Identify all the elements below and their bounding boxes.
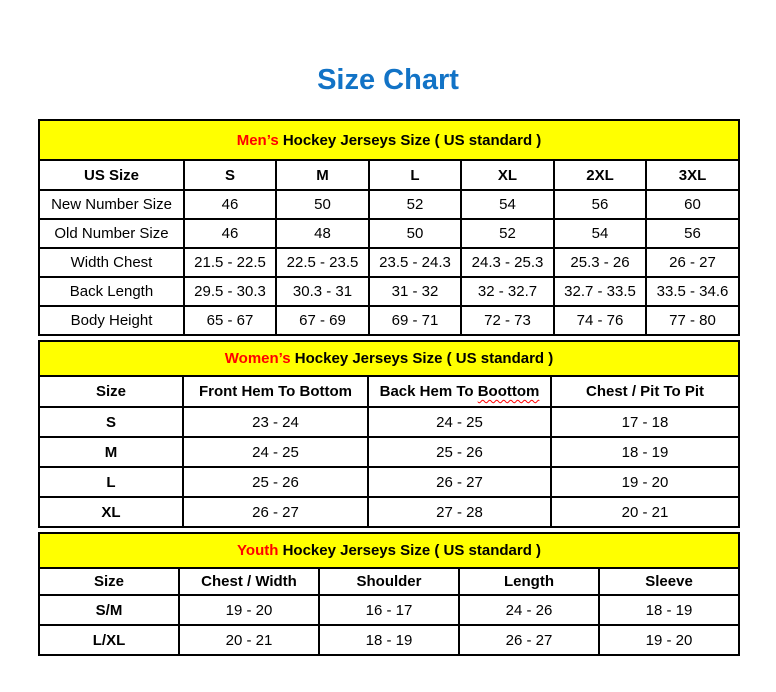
table-cell: 74 - 76 bbox=[554, 306, 646, 335]
mens-table-title-band bbox=[39, 120, 739, 160]
table-row bbox=[39, 625, 739, 655]
mens-size-table bbox=[38, 119, 740, 336]
table-row bbox=[39, 277, 739, 306]
table-cell: 32.7 - 33.5 bbox=[554, 277, 646, 306]
youth-col-shoulder: Shoulder bbox=[319, 568, 459, 595]
mens-col-s: S bbox=[184, 160, 276, 190]
table-cell: 21.5 - 22.5 bbox=[184, 248, 276, 277]
youth-header-row bbox=[39, 568, 739, 595]
mens-col-2xl: 2XL bbox=[554, 160, 646, 190]
table-cell: 60 bbox=[646, 190, 739, 219]
mens-row-label-width-chest: Width Chest bbox=[39, 248, 184, 277]
mens-row-label-back-length: Back Length bbox=[39, 277, 184, 306]
table-cell: 26 - 27 bbox=[646, 248, 739, 277]
womens-col-back-hem bbox=[368, 376, 551, 407]
table-cell: 23 - 24 bbox=[183, 407, 368, 437]
table-cell: 19 - 20 bbox=[179, 595, 319, 625]
womens-row-label-s: S bbox=[39, 407, 183, 437]
womens-highlight-label: Women’s bbox=[224, 350, 291, 367]
table-cell: 22.5 - 23.5 bbox=[276, 248, 369, 277]
table-cell: 16 - 17 bbox=[319, 595, 459, 625]
table-cell: 19 - 20 bbox=[599, 625, 739, 655]
table-cell: 67 - 69 bbox=[276, 306, 369, 335]
mens-col-l: L bbox=[369, 160, 461, 190]
back-hem-label-prefix: Back Hem To bbox=[379, 383, 478, 400]
table-cell: 25 - 26 bbox=[368, 437, 551, 467]
table-cell: 46 bbox=[184, 190, 276, 219]
table-cell: 26 - 27 bbox=[368, 467, 551, 497]
womens-col-size: Size bbox=[39, 376, 183, 407]
page-title: Size Chart bbox=[317, 64, 459, 96]
youth-row-label-sm: S/M bbox=[39, 595, 179, 625]
womens-size-table bbox=[38, 340, 740, 528]
table-cell: 24 - 25 bbox=[368, 407, 551, 437]
womens-title-rest: Hockey Jerseys Size ( US standard ) bbox=[290, 350, 554, 367]
youth-title-rest: Hockey Jerseys Size ( US standard ) bbox=[278, 542, 542, 559]
table-cell: 26 - 27 bbox=[183, 497, 368, 527]
table-cell: 72 - 73 bbox=[461, 306, 554, 335]
mens-col-3xl: 3XL bbox=[646, 160, 739, 190]
table-cell: 17 - 18 bbox=[551, 407, 739, 437]
mens-title-rest: Hockey Jerseys Size ( US standard ) bbox=[278, 131, 542, 149]
table-cell: 46 bbox=[184, 219, 276, 248]
table-cell: 33.5 - 34.6 bbox=[646, 277, 739, 306]
table-cell: 24.3 - 25.3 bbox=[461, 248, 554, 277]
youth-highlight-label: Youth bbox=[237, 542, 279, 559]
table-cell: 50 bbox=[369, 219, 461, 248]
mens-row-label-body-height: Body Height bbox=[39, 306, 184, 335]
youth-size-table bbox=[38, 532, 740, 656]
table-cell: 20 - 21 bbox=[551, 497, 739, 527]
table-cell: 54 bbox=[461, 190, 554, 219]
table-cell: 32 - 32.7 bbox=[461, 277, 554, 306]
table-cell: 18 - 19 bbox=[551, 437, 739, 467]
womens-row-label-m: M bbox=[39, 437, 183, 467]
mens-row-label-new-number: New Number Size bbox=[39, 190, 184, 219]
womens-row-label-l: L bbox=[39, 467, 183, 497]
table-cell: 69 - 71 bbox=[369, 306, 461, 335]
table-cell: 29.5 - 30.3 bbox=[184, 277, 276, 306]
table-cell: 27 - 28 bbox=[368, 497, 551, 527]
table-row bbox=[39, 407, 739, 437]
womens-col-front-hem: Front Hem To Bottom bbox=[183, 376, 368, 407]
table-row bbox=[39, 190, 739, 219]
mens-col-m: M bbox=[276, 160, 369, 190]
table-cell: 54 bbox=[554, 219, 646, 248]
table-row bbox=[39, 306, 739, 335]
table-row bbox=[39, 248, 739, 277]
table-cell: 24 - 25 bbox=[183, 437, 368, 467]
table-cell: 50 bbox=[276, 190, 369, 219]
mens-col-xl: XL bbox=[461, 160, 554, 190]
table-cell: 31 - 32 bbox=[369, 277, 461, 306]
table-cell: 18 - 19 bbox=[319, 625, 459, 655]
youth-table-title-band bbox=[39, 533, 739, 568]
table-cell: 26 - 27 bbox=[459, 625, 599, 655]
table-row bbox=[39, 219, 739, 248]
youth-col-size: Size bbox=[39, 568, 179, 595]
table-row bbox=[39, 497, 739, 527]
mens-col-us-size: US Size bbox=[39, 160, 184, 190]
womens-row-label-xl: XL bbox=[39, 497, 183, 527]
table-cell: 25.3 - 26 bbox=[554, 248, 646, 277]
youth-col-length: Length bbox=[459, 568, 599, 595]
womens-col-chest: Chest / Pit To Pit bbox=[551, 376, 739, 407]
table-row bbox=[39, 595, 739, 625]
table-row bbox=[39, 467, 739, 497]
table-cell: 52 bbox=[369, 190, 461, 219]
tables-container bbox=[38, 119, 738, 656]
table-cell: 77 - 80 bbox=[646, 306, 739, 335]
table-row bbox=[39, 437, 739, 467]
youth-row-label-lxl: L/XL bbox=[39, 625, 179, 655]
womens-table-title-band bbox=[39, 341, 739, 376]
mens-highlight-label: Men’s bbox=[236, 131, 279, 149]
table-cell: 30.3 - 31 bbox=[276, 277, 369, 306]
youth-col-chest-width: Chest / Width bbox=[179, 568, 319, 595]
back-hem-misspelled-word: Boottom bbox=[477, 383, 540, 400]
table-cell: 48 bbox=[276, 219, 369, 248]
youth-col-sleeve: Sleeve bbox=[599, 568, 739, 595]
table-cell: 25 - 26 bbox=[183, 467, 368, 497]
mens-row-label-old-number: Old Number Size bbox=[39, 219, 184, 248]
table-cell: 24 - 26 bbox=[459, 595, 599, 625]
table-cell: 56 bbox=[646, 219, 739, 248]
table-cell: 65 - 67 bbox=[184, 306, 276, 335]
table-cell: 18 - 19 bbox=[599, 595, 739, 625]
table-cell: 56 bbox=[554, 190, 646, 219]
womens-header-row bbox=[39, 376, 739, 407]
table-cell: 52 bbox=[461, 219, 554, 248]
table-cell: 20 - 21 bbox=[179, 625, 319, 655]
table-cell: 19 - 20 bbox=[551, 467, 739, 497]
table-cell: 23.5 - 24.3 bbox=[369, 248, 461, 277]
mens-header-row bbox=[39, 160, 739, 190]
